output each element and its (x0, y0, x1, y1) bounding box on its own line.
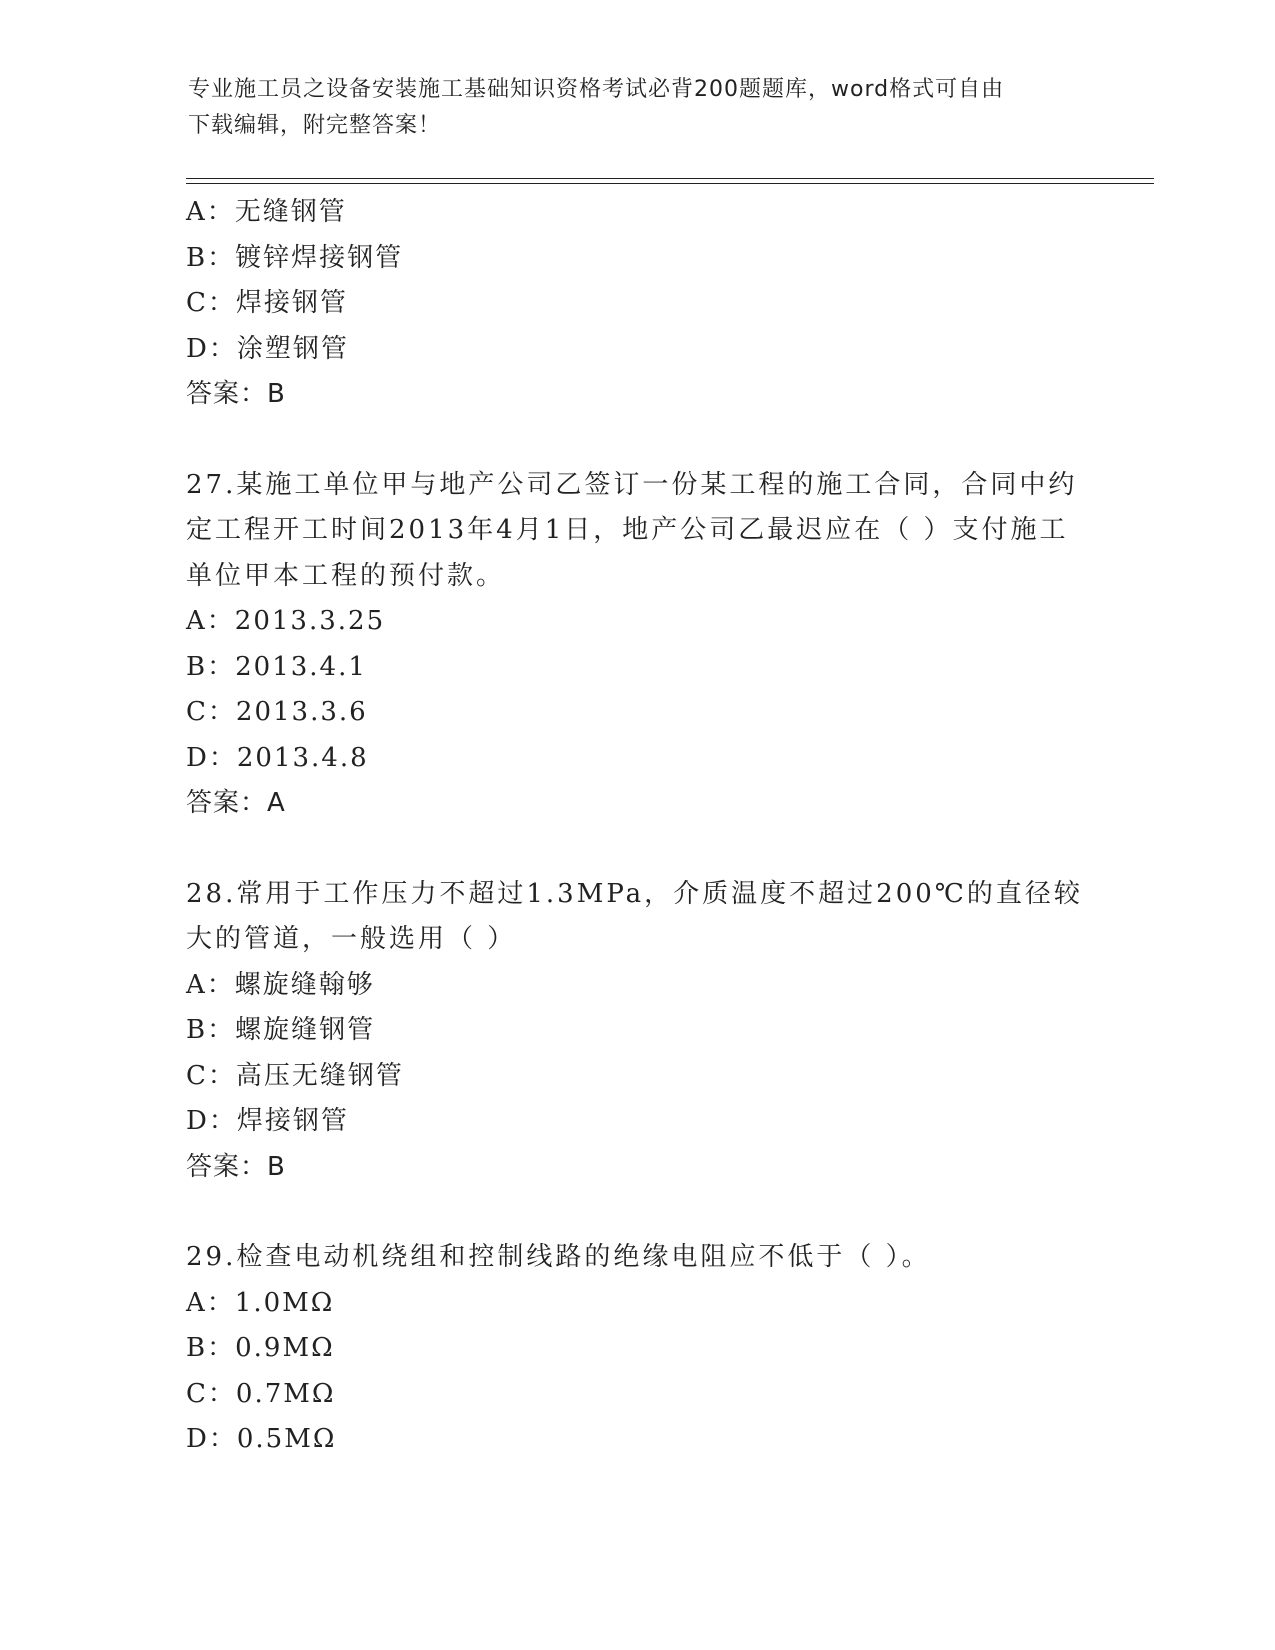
option-key: C： (186, 697, 236, 727)
question-text: 27.某施工单位甲与地产公司乙签订一份某工程的施工合同，合同中约定工程开工时间2013年4月1日，地产公司乙最迟应在（ ）支付施工单位甲本工程的预付款。 (186, 469, 1078, 591)
option-text: 2013.3.6 (235, 697, 368, 727)
option-d (186, 1417, 1086, 1463)
option-text: 镀锌焊接钢管 (235, 242, 404, 273)
question-27 (186, 463, 1086, 827)
option-text: 高压无缝钢管 (235, 1060, 404, 1091)
option-key: C： (186, 288, 236, 318)
option-key: B： (186, 242, 236, 273)
option-key: B： (186, 1015, 236, 1045)
header-divider-top (186, 178, 1154, 179)
option-c (186, 1372, 1086, 1418)
option-b (186, 1008, 1086, 1054)
answer-line: 答案：B (186, 1151, 286, 1182)
option-text: 2013.4.8 (236, 742, 369, 773)
option-c (186, 690, 1086, 736)
option-text: 焊接钢管 (236, 1106, 349, 1136)
option-d (186, 327, 1086, 373)
answer-line: 答案：B (186, 379, 286, 409)
option-key: A： (186, 1287, 235, 1318)
question-text: 28.常用于工作压力不超过1.3MPa，介质温度不超过200℃的直径较大的管道，一般选用（ ） (186, 878, 1083, 954)
option-c (186, 1054, 1086, 1100)
option-key: D： (186, 333, 237, 364)
option-a (186, 599, 1086, 645)
header-title-line-2: 下载编辑，附完整答案！ (188, 113, 442, 138)
option-key: C： (186, 1060, 236, 1091)
option-b (186, 236, 1086, 282)
option-key: A： (186, 197, 235, 227)
option-key: B： (186, 651, 236, 682)
option-text: 2013.4.1 (235, 651, 367, 682)
question-prev (186, 190, 1086, 418)
question-content (186, 190, 1086, 1463)
option-text: 2013.3.25 (234, 606, 386, 636)
question-29 (186, 1235, 1086, 1463)
option-text: 螺旋缝翰够 (234, 969, 375, 1000)
option-b (186, 1326, 1086, 1372)
option-key: D： (186, 1424, 237, 1454)
spacer (186, 418, 1086, 463)
option-key: A： (186, 969, 235, 1000)
option-text: 0.9MΩ (235, 1333, 335, 1363)
option-a (186, 1281, 1086, 1327)
option-text: 螺旋缝钢管 (235, 1015, 376, 1045)
option-a (186, 963, 1086, 1009)
option-b (186, 645, 1086, 691)
option-key: D： (186, 742, 237, 773)
option-d (186, 736, 1086, 782)
option-c (186, 281, 1086, 327)
question-text: 29.检查电动机绕组和控制线路的绝缘电阻应不低于（ ）。 (186, 1242, 931, 1272)
spacer (186, 827, 1086, 872)
document-header (188, 72, 1068, 144)
option-key: A： (186, 606, 235, 636)
option-text: 焊接钢管 (235, 288, 348, 318)
header-title-line-1: 专业施工员之设备安装施工基础知识资格考试必背200题题库，word格式可自由 (188, 77, 1005, 102)
option-text: 无缝钢管 (234, 197, 347, 227)
option-key: B： (186, 1333, 236, 1363)
answer-line: 答案：A (186, 788, 286, 818)
question-28 (186, 872, 1086, 1191)
option-text: 涂塑钢管 (236, 333, 349, 364)
option-key: C： (186, 1378, 236, 1409)
option-d (186, 1099, 1086, 1145)
spacer (186, 1190, 1086, 1235)
option-text: 0.5MΩ (236, 1424, 337, 1454)
option-key: D： (186, 1106, 237, 1136)
option-text: 0.7MΩ (235, 1378, 336, 1409)
option-a (186, 190, 1086, 236)
header-divider-bottom (186, 183, 1154, 184)
option-text: 1.0MΩ (234, 1287, 335, 1318)
